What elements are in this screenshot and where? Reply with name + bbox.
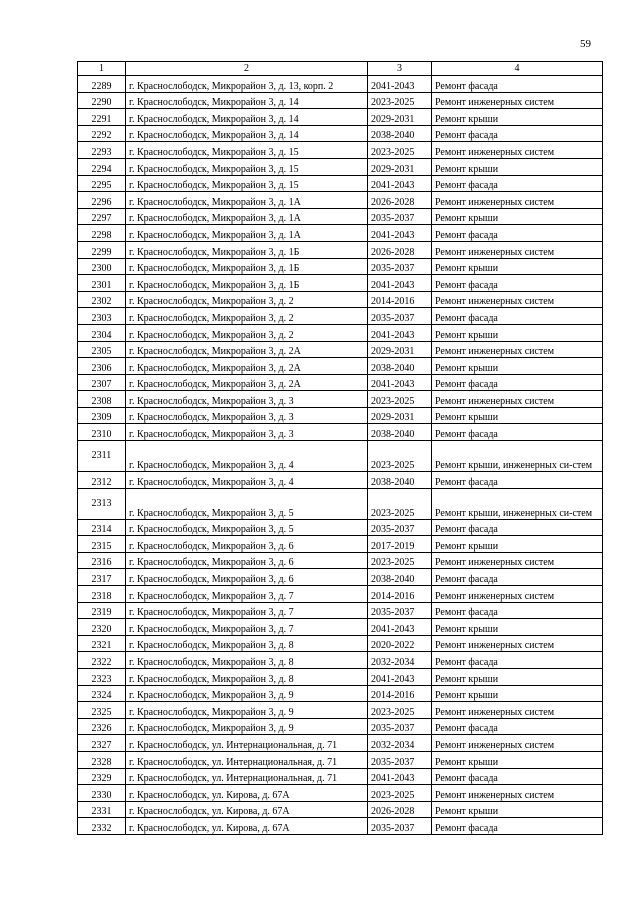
row-address: г. Краснослободск, Микрорайон 3, д. 2 [126,291,368,308]
row-period: 2023-2025 [368,702,432,719]
row-period: 2032-2034 [368,652,432,669]
row-address: г. Краснослободск, Микрорайон 3, д. 7 [126,586,368,603]
row-work-type: Ремонт инженерных систем [432,92,603,109]
row-period: 2038-2040 [368,472,432,489]
row-period: 2020-2022 [368,635,432,652]
table-row [78,785,603,802]
row-period: 2041-2043 [368,175,432,192]
repair-schedule-table [77,61,603,835]
row-work-type: Ремонт инженерных систем [432,291,603,308]
row-address: г. Краснослободск, Микрорайон 3, д. 9 [126,702,368,719]
table-row [78,76,603,93]
row-number: 2330 [78,785,126,802]
row-work-type: Ремонт фасада [432,569,603,586]
row-work-type: Ремонт крыши [432,619,603,636]
table-row [78,718,603,735]
row-period: 2035-2037 [368,208,432,225]
table-row [78,635,603,652]
row-number: 2319 [78,602,126,619]
row-number: 2317 [78,569,126,586]
row-work-type: Ремонт крыши [432,407,603,424]
row-period: 2035-2037 [368,751,432,768]
row-work-type: Ремонт крыши [432,801,603,818]
row-address: г. Краснослободск, Микрорайон 3, д. 1А [126,208,368,225]
row-work-type: Ремонт крыши [432,158,603,175]
row-number: 2329 [78,768,126,785]
table-row [78,225,603,242]
row-work-type: Ремонт крыши [432,258,603,275]
row-period: 2035-2037 [368,258,432,275]
table-row [78,669,603,686]
row-address: г. Краснослободск, Микрорайон 3, д. 6 [126,569,368,586]
row-period: 2017-2019 [368,536,432,553]
row-work-type: Ремонт фасада [432,472,603,489]
table-row [78,569,603,586]
row-period: 2023-2025 [368,552,432,569]
row-address: г. Краснослободск, ул. Кирова, д. 67А [126,785,368,802]
row-work-type: Ремонт инженерных систем [432,552,603,569]
row-work-type: Ремонт фасада [432,175,603,192]
row-period: 2035-2037 [368,818,432,835]
table-row [78,341,603,358]
row-work-type: Ремонт инженерных систем [432,142,603,159]
row-number: 2306 [78,358,126,375]
table-row [78,358,603,375]
table-row [78,586,603,603]
row-address: г. Краснослободск, Микрорайон 3, д. 8 [126,669,368,686]
table-row [78,258,603,275]
row-work-type: Ремонт крыши [432,109,603,126]
row-address: г. Краснослободск, Микрорайон 3, д. 2 [126,308,368,325]
row-period: 2041-2043 [368,768,432,785]
row-period: 2026-2028 [368,801,432,818]
row-number: 2304 [78,324,126,341]
row-period: 2023-2025 [368,142,432,159]
row-address: г. Краснослободск, Микрорайон 3, д. 1Б [126,258,368,275]
table-row [78,208,603,225]
table-row [78,488,603,519]
row-address: г. Краснослободск, Микрорайон 3, д. 2А [126,358,368,375]
row-address: г. Краснослободск, Микрорайон 3, д. 1А [126,225,368,242]
row-period: 2014-2016 [368,685,432,702]
row-work-type: Ремонт крыши [432,669,603,686]
row-number: 2296 [78,192,126,209]
row-period: 2038-2040 [368,358,432,375]
row-work-type: Ремонт крыши [432,358,603,375]
row-address: г. Краснослободск, ул. Кирова, д. 67А [126,801,368,818]
table-row [78,702,603,719]
row-address: г. Краснослободск, Микрорайон 3, д. 5 [126,488,368,519]
row-number: 2303 [78,308,126,325]
table-row [78,324,603,341]
row-period: 2035-2037 [368,718,432,735]
row-work-type: Ремонт фасада [432,76,603,93]
row-address: г. Краснослободск, Микрорайон 3, д. 5 [126,519,368,536]
column-header-2: 2 [126,62,368,76]
row-work-type: Ремонт инженерных систем [432,341,603,358]
row-number: 2327 [78,735,126,752]
row-work-type: Ремонт фасада [432,519,603,536]
row-period: 2038-2040 [368,424,432,441]
row-period: 2023-2025 [368,488,432,519]
row-address: г. Краснослободск, Микрорайон 3, д. 6 [126,552,368,569]
row-work-type: Ремонт инженерных систем [432,241,603,258]
row-work-type: Ремонт фасада [432,768,603,785]
row-address: г. Краснослободск, Микрорайон 3, д. 1Б [126,241,368,258]
column-header-3: 3 [368,62,432,76]
column-header-4: 4 [432,62,603,76]
row-period: 2023-2025 [368,441,432,472]
table-row [78,241,603,258]
row-number: 2313 [78,488,126,519]
row-number: 2318 [78,586,126,603]
row-work-type: Ремонт фасада [432,374,603,391]
row-number: 2298 [78,225,126,242]
row-number: 2324 [78,685,126,702]
row-work-type: Ремонт фасада [432,652,603,669]
row-period: 2035-2037 [368,519,432,536]
row-address: г. Краснослободск, Микрорайон 3, д. 7 [126,619,368,636]
table-row [78,158,603,175]
row-address: г. Краснослободск, Микрорайон 3, д. 14 [126,92,368,109]
table-body [78,76,603,835]
row-address: г. Краснослободск, Микрорайон 3, д. 1Б [126,275,368,292]
table-row [78,536,603,553]
table-row [78,275,603,292]
table-row [78,192,603,209]
row-work-type: Ремонт инженерных систем [432,702,603,719]
row-address: г. Краснослободск, Микрорайон 3, д. 14 [126,125,368,142]
table-row [78,519,603,536]
row-address: г. Краснослободск, Микрорайон 3, д. 2 [126,324,368,341]
row-period: 2014-2016 [368,586,432,603]
row-number: 2325 [78,702,126,719]
column-header-1: 1 [78,62,126,76]
table-row [78,142,603,159]
row-period: 2035-2037 [368,602,432,619]
row-address: г. Краснослободск, Микрорайон 3, д. 7 [126,602,368,619]
row-number: 2297 [78,208,126,225]
row-work-type: Ремонт инженерных систем [432,635,603,652]
row-address: г. Краснослободск, ул. Интернациональная, д. 71 [126,735,368,752]
table-row [78,391,603,408]
row-number: 2308 [78,391,126,408]
row-address: г. Краснослободск, Микрорайон 3, д. 15 [126,142,368,159]
row-number: 2311 [78,441,126,472]
row-work-type: Ремонт фасада [432,225,603,242]
row-number: 2323 [78,669,126,686]
row-address: г. Краснослободск, Микрорайон 3, д. 9 [126,685,368,702]
table-row [78,92,603,109]
table-row [78,768,603,785]
row-number: 2291 [78,109,126,126]
row-period: 2023-2025 [368,785,432,802]
row-address: г. Краснослободск, Микрорайон 3, д. 9 [126,718,368,735]
row-number: 2302 [78,291,126,308]
table-row [78,735,603,752]
row-number: 2321 [78,635,126,652]
row-period: 2026-2028 [368,192,432,209]
row-period: 2032-2034 [368,735,432,752]
row-work-type: Ремонт крыши, инженерных си-стем [432,488,603,519]
row-period: 2035-2037 [368,308,432,325]
table-row [78,472,603,489]
row-number: 2331 [78,801,126,818]
row-number: 2314 [78,519,126,536]
row-address: г. Краснослободск, Микрорайон 3, д. 8 [126,635,368,652]
row-number: 2320 [78,619,126,636]
row-address: г. Краснослободск, Микрорайон 3, д. 15 [126,175,368,192]
table-row [78,685,603,702]
row-work-type: Ремонт фасада [432,308,603,325]
row-number: 2312 [78,472,126,489]
row-address: г. Краснослободск, Микрорайон 3, д. 3 [126,407,368,424]
table-row [78,619,603,636]
row-address: г. Краснослободск, Микрорайон 3, д. 1А [126,192,368,209]
table-row [78,125,603,142]
row-address: г. Краснослободск, Микрорайон 3, д. 3 [126,391,368,408]
row-address: г. Краснослободск, Микрорайон 3, д. 2А [126,374,368,391]
row-period: 2029-2031 [368,407,432,424]
table-row [78,652,603,669]
row-work-type: Ремонт инженерных систем [432,391,603,408]
row-number: 2307 [78,374,126,391]
row-number: 2300 [78,258,126,275]
row-work-type: Ремонт крыши [432,324,603,341]
row-number: 2305 [78,341,126,358]
row-address: г. Краснослободск, Микрорайон 3, д. 14 [126,109,368,126]
row-work-type: Ремонт фасада [432,718,603,735]
row-work-type: Ремонт фасада [432,275,603,292]
table-row [78,751,603,768]
row-address: г. Краснослободск, Микрорайон 3, д. 8 [126,652,368,669]
table-row [78,308,603,325]
row-work-type: Ремонт инженерных систем [432,586,603,603]
row-address: г. Краснослободск, Микрорайон 3, д. 13, корп. 2 [126,76,368,93]
row-number: 2328 [78,751,126,768]
row-number: 2301 [78,275,126,292]
row-period: 2041-2043 [368,374,432,391]
row-number: 2315 [78,536,126,553]
row-address: г. Краснослободск, Микрорайон 3, д. 2А [126,341,368,358]
row-number: 2289 [78,76,126,93]
row-address: г. Краснослободск, ул. Интернациональная, д. 71 [126,768,368,785]
row-number: 2316 [78,552,126,569]
row-address: г. Краснослободск, Микрорайон 3, д. 4 [126,472,368,489]
row-work-type: Ремонт фасада [432,424,603,441]
table-row [78,602,603,619]
row-work-type: Ремонт крыши [432,208,603,225]
row-number: 2326 [78,718,126,735]
row-period: 2023-2025 [368,391,432,408]
row-work-type: Ремонт крыши, инженерных си-стем [432,441,603,472]
row-number: 2332 [78,818,126,835]
row-address: г. Краснослободск, Микрорайон 3, д. 3 [126,424,368,441]
table-row [78,407,603,424]
table-row [78,291,603,308]
row-number: 2322 [78,652,126,669]
row-number: 2292 [78,125,126,142]
row-period: 2026-2028 [368,241,432,258]
row-number: 2299 [78,241,126,258]
row-work-type: Ремонт фасада [432,602,603,619]
row-work-type: Ремонт инженерных систем [432,785,603,802]
row-number: 2295 [78,175,126,192]
row-number: 2309 [78,407,126,424]
table-row [78,441,603,472]
row-period: 2041-2043 [368,76,432,93]
row-period: 2041-2043 [368,619,432,636]
row-work-type: Ремонт фасада [432,818,603,835]
row-work-type: Ремонт крыши [432,536,603,553]
page-number: 59 [580,38,591,50]
row-work-type: Ремонт крыши [432,685,603,702]
row-period: 2038-2040 [368,569,432,586]
row-work-type: Ремонт фасада [432,125,603,142]
row-period: 2029-2031 [368,341,432,358]
row-period: 2023-2025 [368,92,432,109]
row-work-type: Ремонт инженерных систем [432,192,603,209]
table-row [78,374,603,391]
row-number: 2310 [78,424,126,441]
row-number: 2290 [78,92,126,109]
table-row [78,801,603,818]
table-row [78,552,603,569]
row-address: г. Краснослободск, Микрорайон 3, д. 4 [126,441,368,472]
table-row [78,424,603,441]
row-period: 2038-2040 [368,125,432,142]
row-address: г. Краснослободск, Микрорайон 3, д. 6 [126,536,368,553]
row-period: 2041-2043 [368,225,432,242]
table-row [78,109,603,126]
row-period: 2029-2031 [368,158,432,175]
table-row [78,818,603,835]
table-row [78,175,603,192]
table-header-row [78,62,603,76]
row-period: 2041-2043 [368,669,432,686]
row-address: г. Краснослободск, ул. Кирова, д. 67А [126,818,368,835]
row-number: 2294 [78,158,126,175]
row-address: г. Краснослободск, ул. Интернациональная, д. 71 [126,751,368,768]
row-period: 2014-2016 [368,291,432,308]
row-period: 2041-2043 [368,275,432,292]
row-work-type: Ремонт крыши [432,751,603,768]
row-address: г. Краснослободск, Микрорайон 3, д. 15 [126,158,368,175]
row-period: 2041-2043 [368,324,432,341]
row-number: 2293 [78,142,126,159]
row-work-type: Ремонт инженерных систем [432,735,603,752]
row-period: 2029-2031 [368,109,432,126]
